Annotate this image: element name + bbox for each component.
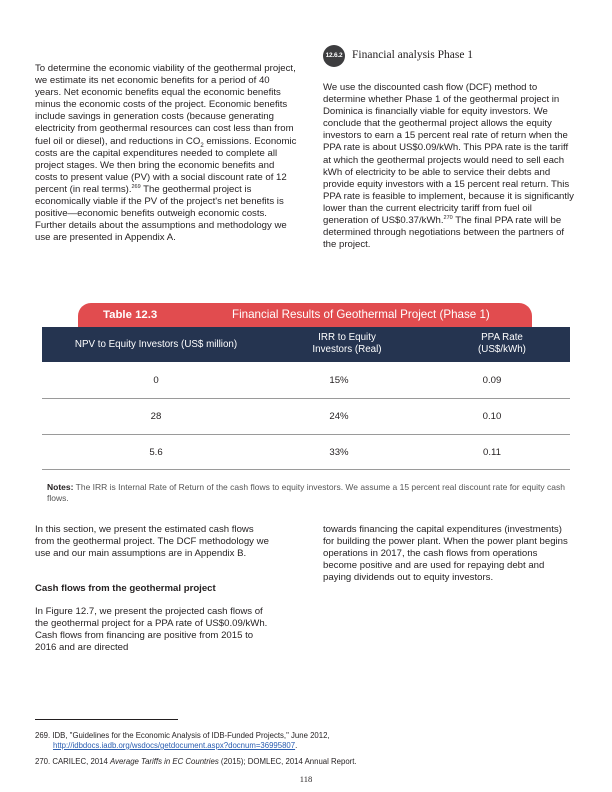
table-label: Table 12.3 xyxy=(103,309,158,321)
row-divider xyxy=(42,398,570,399)
financial-analysis-paragraph: We use the discounted cash flow (DCF) method to determine whether Phase 1 of the geothermal project in Dominica is financially viable for equity investors. We conclude that the geothermal project allows the equity investors to earn a 15 percent real rate of return when the PPA rate is about US$0.09/kWh. This PPA rate is the tariff at which the geothermal projects would need to sell each kWh of electricity to be able to service their debts and provide equity investors with a 15 percent real return. This PPA rate is feasible to implement, because it is significantly lower than the current electricity tariff from fuel oil generation of US$0.37/kWh.$^{270}$ The final PPA rate will be determined through negotiations between the partners of the project. xyxy=(323,82,574,251)
cell-npv: 5.6 xyxy=(149,447,163,458)
header-npv: NPV to Equity Investors (US$ million) xyxy=(74,339,238,350)
intro-paragraph: To determine the economic viability of the geothermal project, we estimate its net economic benefits for a period of 40 years. Net economic benefits equal the economic benefits minus the economic costs of the project. Economic benefits include savings in generation costs (because generating electricity from geothermal resources can cost less than from fuel oil or diesel), and reductions in $CO_2$ emissions. Economic costs are the capital expenditures needed to complete all project stages. We then bring the economic benefits and costs to present value (PV) with a social discount rate of 12 percent (in real terms).$^{269}$ The geothermal project is economically viable if the PV of the project's net benefits is positive—economic benefits outweigh economic costs. Further details about the assumptions and methodology we use are presented in Appendix A. xyxy=(35,63,297,244)
table-notes: Notes: The IRR is Internal Rate of Return of the cash flows to equity investors. We assume a 15 percent real discount rate for equity cash flows. xyxy=(47,482,565,503)
table-caption: Financial Results of Geothermal Project (Phase 1) xyxy=(232,308,490,321)
cash-flow-intro-paragraph: In this section, we present the estimated cash flows from the geothermal project. The DCF methodology we use and our main assumptions are in Appendix B. xyxy=(35,524,269,560)
row-divider xyxy=(42,469,570,470)
cell-ppa: 0.10 xyxy=(482,411,502,422)
cell-npv: 28 xyxy=(150,411,162,422)
section-number-badge: 12.6.2 xyxy=(323,45,345,67)
table-header-row xyxy=(42,327,570,362)
cash-flow-continued-paragraph: towards financing the capital expenditures (investments) for building the power plant. When the power plant begins operations in 2017, the cash flows from operations become positive and are used for repaying debt and paying dividends out to equity investors. xyxy=(323,524,568,584)
cash-flow-subheading: Cash flows from the geothermal project xyxy=(35,583,216,594)
cell-npv: 0 xyxy=(153,375,159,386)
cell-ppa: 0.09 xyxy=(482,375,502,386)
footnote-269-link[interactable]: http://idbdocs.iadb.org/wsdocs/getdocument.aspx?docnum=36995807 xyxy=(53,741,296,750)
footnote-269: 269. IDB, "Guidelines for the Economic Analysis of IDB-Funded Projects," June 2012, http://idbdocs.iadb.org/wsdocs/getdocument.aspx?docnum=36995807. xyxy=(35,731,330,750)
header-irr: IRR to Equity Investors (Real) xyxy=(312,332,382,355)
cell-irr: 33% xyxy=(329,447,349,458)
footnote-ref-269[interactable]: 269 xyxy=(131,183,141,190)
cell-irr: 15% xyxy=(329,375,349,386)
page-number: 118 xyxy=(299,774,313,784)
footnote-ref-270[interactable]: 270 xyxy=(443,214,453,221)
footnote-270: 270. CARILEC, 2014 Average Tariffs in EC Countries (2015); DOMLEC, 2014 Annual Report. xyxy=(35,757,357,766)
footnote-rule xyxy=(35,719,178,720)
header-ppa: PPA Rate (US$/kWh) xyxy=(478,332,526,355)
cell-irr: 24% xyxy=(329,411,349,422)
cash-flow-paragraph: In Figure 12.7, we present the projected cash flows of the geothermal project for a PPA rate of US$0.09/kWh. Cash flows from financing are positive from 2015 to 2016 and are directed xyxy=(35,606,268,654)
section-title: Financial analysis Phase 1 xyxy=(352,49,474,61)
cell-ppa: 0.11 xyxy=(483,447,501,458)
row-divider xyxy=(42,434,570,435)
